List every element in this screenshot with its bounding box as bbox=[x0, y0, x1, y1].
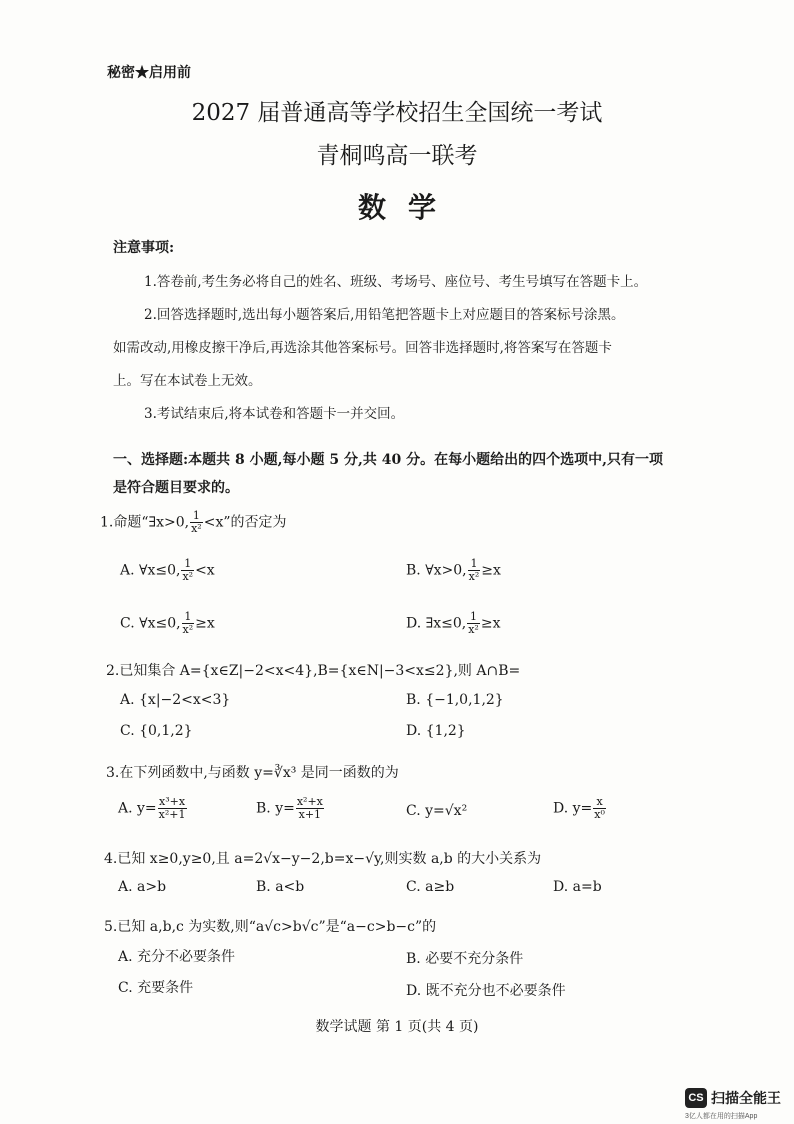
secret-label: 秘密★启用前 bbox=[107, 65, 191, 81]
exam-title: 2027 届普通高等学校招生全国统一考试 bbox=[191, 100, 603, 126]
scanner-logo-icon: CS bbox=[685, 1088, 707, 1108]
question-4-stem: 4.已知 x≥0,y≥0,且 a=2√x−y−2,b=x−√y,则实数 a,b 的大小关系为 bbox=[104, 851, 542, 867]
question-5-option-a: A. 充分不必要条件 bbox=[118, 949, 236, 965]
question-3-option-c: C. y=√x² bbox=[406, 803, 468, 819]
scanner-name: 扫描全能王 bbox=[711, 1090, 781, 1106]
question-5-option-d: D. 既不充分也不必要条件 bbox=[406, 983, 566, 999]
fraction: $\frac{x}{\text{x⁰}}$ bbox=[594, 795, 605, 821]
question-4-option-a: A. a>b bbox=[118, 879, 167, 895]
question-1-option-c: C. ∀x≤0, $\frac{1}{\text{x²}}$ ≥x bbox=[120, 610, 215, 636]
question-4-option-c: C. a≥b bbox=[406, 879, 455, 895]
fraction: $\frac{\text{x³+x}}{\text{x²+1}}$ bbox=[158, 795, 186, 821]
question-5-stem: 5.已知 a,b,c 为实数,则“a√c>b√c”是“a−c>b−c”的 bbox=[104, 919, 437, 935]
notice-item-2-cont: 如需改动,用橡皮擦干净后,再选涂其他答案标号。回答非选择题时,将答案写在答题卡 bbox=[113, 340, 612, 356]
section-heading: 一、选择题:本题共 8 小题,每小题 5 分,共 40 分。在每小题给出的四个选项中,只有一项 bbox=[113, 452, 663, 468]
question-4-option-d: D. a=b bbox=[553, 879, 602, 895]
notice-item-3: 3.考试结束后,将本试卷和答题卡一并交回。 bbox=[144, 406, 405, 422]
notice-item-2: 2.回答选择题时,选出每小题答案后,用铅笔把答题卡上对应题目的答案标号涂黑。 bbox=[144, 307, 625, 323]
notice-item-2-end: 上。写在本试卷上无效。 bbox=[113, 373, 262, 389]
subject-title: 数学 bbox=[357, 191, 458, 224]
question-3-option-d: D. y= $\frac{x}{\text{x⁰}}$ bbox=[553, 795, 605, 821]
fraction: $\frac{\text{x²+x}}{x+1}$ bbox=[296, 795, 323, 821]
notice-heading: 注意事项: bbox=[113, 240, 175, 256]
question-2-option-b: B. {−1,0,1,2} bbox=[406, 692, 504, 708]
notice-item-1: 1.答卷前,考生务必将自己的姓名、班级、考场号、座位号、考生号填写在答题卡上。 bbox=[144, 274, 648, 290]
question-1-stem: 1.命题“∃x>0, $\frac{1}{\text{x²}}$ <x”的否定为 bbox=[100, 509, 287, 535]
section-heading-cont: 是符合题目要求的。 bbox=[113, 480, 239, 496]
question-1-option-b: B. ∀x>0, $\frac{1}{\text{x²}}$ ≥x bbox=[406, 557, 501, 583]
question-2-stem: 2.已知集合 A={x∈Z|−2<x<4},B={x∈N|−3<x≤2},则 A∩B= bbox=[106, 663, 521, 679]
question-2-option-a: A. {x|−2<x<3} bbox=[120, 692, 231, 708]
question-1-option-a: A. ∀x≤0, $\frac{1}{\text{x²}}$ <x bbox=[120, 557, 215, 583]
page-footer: 数学试题 第 1 页(共 4 页) bbox=[315, 1019, 479, 1035]
fraction: $\frac{1}{\text{x²}}$ bbox=[182, 610, 194, 636]
exam-subtitle: 青桐鸣高一联考 bbox=[316, 143, 478, 169]
question-3-stem: 3.在下列函数中,与函数 y=∛x³ 是同一函数的为 bbox=[106, 765, 399, 781]
scanner-tagline: 3亿人都在用的扫描App bbox=[685, 1113, 758, 1120]
question-2-option-c: C. {0,1,2} bbox=[120, 723, 193, 739]
question-3-option-a: A. y= $\frac{\text{x³+x}}{\text{x²+1}}$ bbox=[118, 795, 186, 821]
question-4-option-b: B. a<b bbox=[256, 879, 305, 895]
question-5-option-c: C. 充要条件 bbox=[118, 980, 194, 996]
fraction: $\frac{1}{\text{x²}}$ bbox=[182, 557, 194, 583]
question-3-option-b: B. y= $\frac{\text{x²+x}}{x+1}$ bbox=[256, 795, 323, 821]
fraction: $\frac{1}{\text{x²}}$ bbox=[191, 509, 202, 535]
question-5-option-b: B. 必要不充分条件 bbox=[406, 951, 524, 967]
fraction: $\frac{1}{\text{x²}}$ bbox=[468, 557, 480, 583]
question-2-option-d: D. {1,2} bbox=[406, 723, 466, 739]
question-1-option-d: D. ∃x≤0, $\frac{1}{\text{x²}}$ ≥x bbox=[406, 610, 501, 636]
fraction: $\frac{1}{\text{x²}}$ bbox=[468, 610, 479, 636]
